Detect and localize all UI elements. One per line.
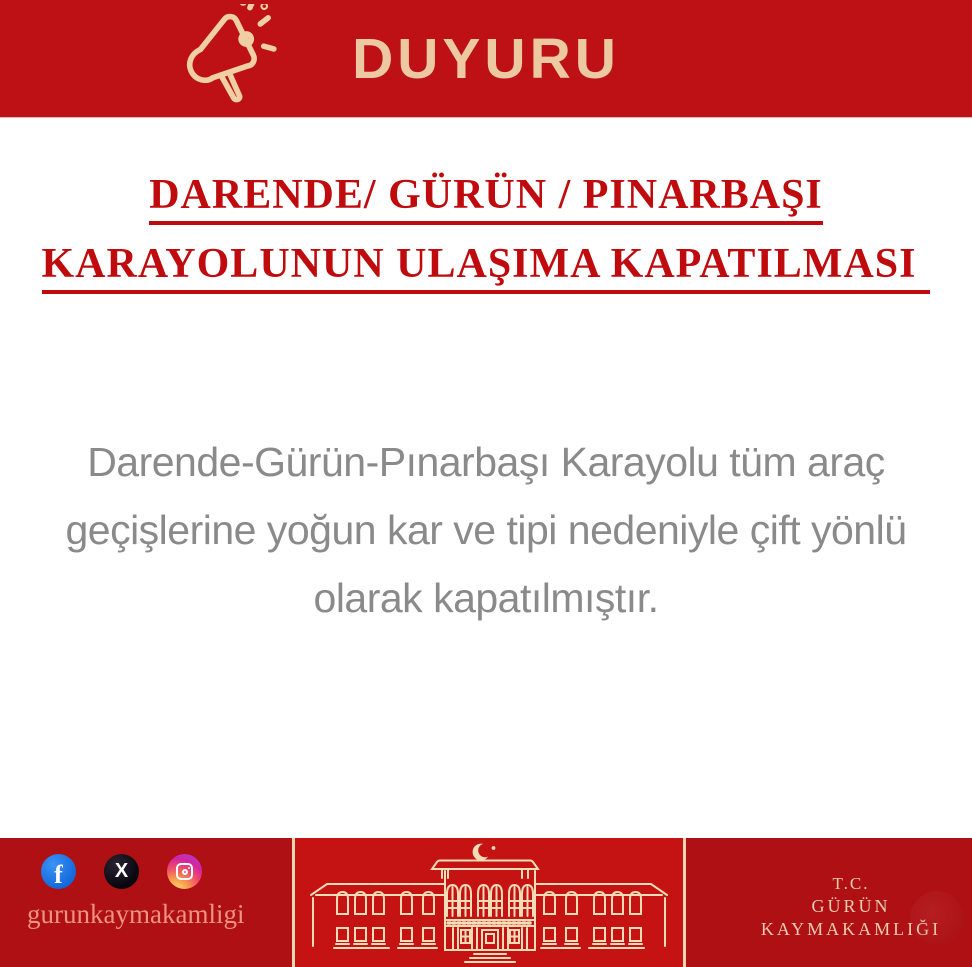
body-line-3: olarak kapatılmıştır.: [313, 575, 659, 621]
banner-title: DUYURU: [352, 26, 620, 91]
title-line-1: DARENDE/ GÜRÜN / PINARBAŞI: [149, 174, 823, 225]
announcement-text: [0, 428, 972, 632]
title-line-2: KARAYOLUNUN ULAŞIMA KAPATILMASI: [42, 243, 931, 294]
authority-line-3: KAYMAKAMLIĞI: [760, 919, 942, 939]
facebook-icon[interactable]: f: [41, 854, 76, 889]
government-building-with-crescent-icon: [295, 838, 683, 967]
x-twitter-icon[interactable]: X: [104, 854, 139, 889]
footer-emblem-panel: [295, 838, 683, 967]
watermark: [910, 891, 964, 945]
authority-line-1: T.C.: [832, 874, 870, 893]
instagram-icon[interactable]: [167, 854, 202, 889]
social-icons-row: [0, 854, 292, 889]
megaphone-icon: [162, 4, 280, 116]
crescent-star-icon: [473, 844, 496, 861]
instagram-camera-glyph: [176, 863, 193, 880]
announcement-title: [0, 118, 972, 312]
footer-authority-panel: [686, 838, 972, 967]
banner: [0, 0, 972, 118]
body-line-1: Darende-Gürün-Pınarbaşı Karayolu tüm araç: [87, 439, 885, 485]
authority-line-2: GÜRÜN: [811, 896, 891, 916]
body-line-2: geçişlerine yoğun kar ve tipi nedeniyle çift yönlü: [65, 507, 907, 553]
announcement-body: [0, 118, 972, 838]
footer-social-panel: [0, 838, 292, 967]
footer: [0, 838, 972, 967]
social-handle[interactable]: gurunkaymakamligi: [27, 899, 245, 929]
